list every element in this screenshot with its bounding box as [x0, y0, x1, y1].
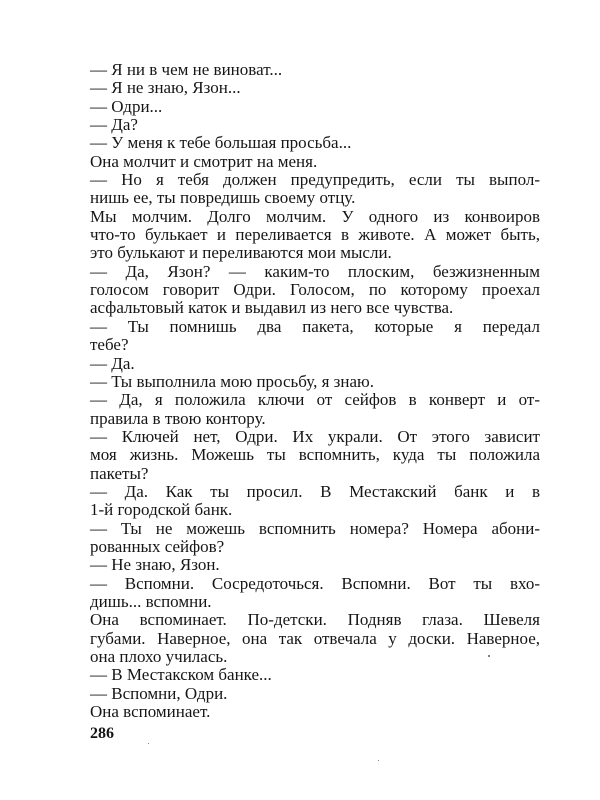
- text-line: — Ключей нет, Одри. Их украли. От этого зависит: [90, 426, 540, 446]
- text-line: — У меня к тебе большая просьба...: [90, 133, 352, 153]
- text-line: рованных сейфов?: [90, 536, 225, 556]
- text-line: губами. Наверное, она так отвечала у доски. Наверное,: [90, 628, 540, 648]
- text-line: Она молчит и смотрит на меня.: [90, 151, 318, 171]
- text-line: нишь ее, ты повредишь своему отцу.: [90, 188, 356, 208]
- text-line: — Да. Как ты просил. В Местакский банк и в: [90, 481, 540, 501]
- print-speck: [378, 760, 379, 761]
- text-line: тебе?: [90, 335, 129, 355]
- text-line: — Ты не можешь вспомнить номера? Номера абони-: [90, 518, 540, 538]
- text-line: голосом говорит Одри. Голосом, по которому проехал: [90, 280, 540, 300]
- text-line: это булькают и переливаются мои мысли.: [90, 243, 392, 263]
- text-line: Мы молчим. Долго молчим. У одного из конвоиров: [90, 206, 540, 226]
- text-line: — Да?: [90, 115, 138, 135]
- text-line: — Ты выполнила мою просьбу, я знаю.: [90, 371, 374, 391]
- text-line: — Но я тебя должен предупредить, если ты выпол-: [90, 170, 540, 190]
- text-line: — Ты помнишь два пакета, которые я передал: [90, 316, 540, 336]
- text-line: дишь... вспомни.: [90, 591, 212, 611]
- text-line: — Да, Язон? — каким-то плоским, безжизненным: [90, 261, 540, 281]
- text-line: — Я не знаю, Язон...: [90, 78, 241, 98]
- text-line: 1-й городской банк.: [90, 500, 233, 520]
- text-line: — Я ни в чем не виноват...: [90, 60, 283, 79]
- text-line: пакеты?: [90, 463, 149, 483]
- text-line: что-то булькает и переливается в животе. А может быть,: [90, 225, 540, 245]
- print-speck: [148, 743, 149, 744]
- text-line: — Да.: [90, 353, 135, 373]
- page-number: 286: [90, 725, 114, 742]
- text-line: — Да, я положила ключи от сейфов в конверт и от-: [90, 390, 540, 410]
- text-line: она плохо училась.: [90, 647, 228, 666]
- text-line: — В Местакском банке...: [90, 665, 272, 685]
- text-line: — Вспомни, Одри.: [90, 683, 228, 703]
- text-line: асфальтовый каток и выдавил из него все чувства.: [90, 298, 454, 318]
- text-line: Она вспоминает.: [90, 702, 211, 722]
- text-line: правила в твою контору.: [90, 408, 266, 428]
- text-line: Она вспоминает. По-детски. Подняв глаза. Шевеля: [90, 610, 540, 630]
- print-speck: [488, 655, 490, 657]
- text-line: — Одри...: [90, 96, 163, 116]
- text-line: — Не знаю, Язон.: [90, 555, 220, 575]
- body-text: [90, 61, 540, 721]
- text-line: — Вспомни. Сосредоточься. Вспомни. Вот ты вхо-: [90, 573, 540, 593]
- text-line: моя жизнь. Можешь ты вспомнить, куда ты положила: [90, 445, 540, 465]
